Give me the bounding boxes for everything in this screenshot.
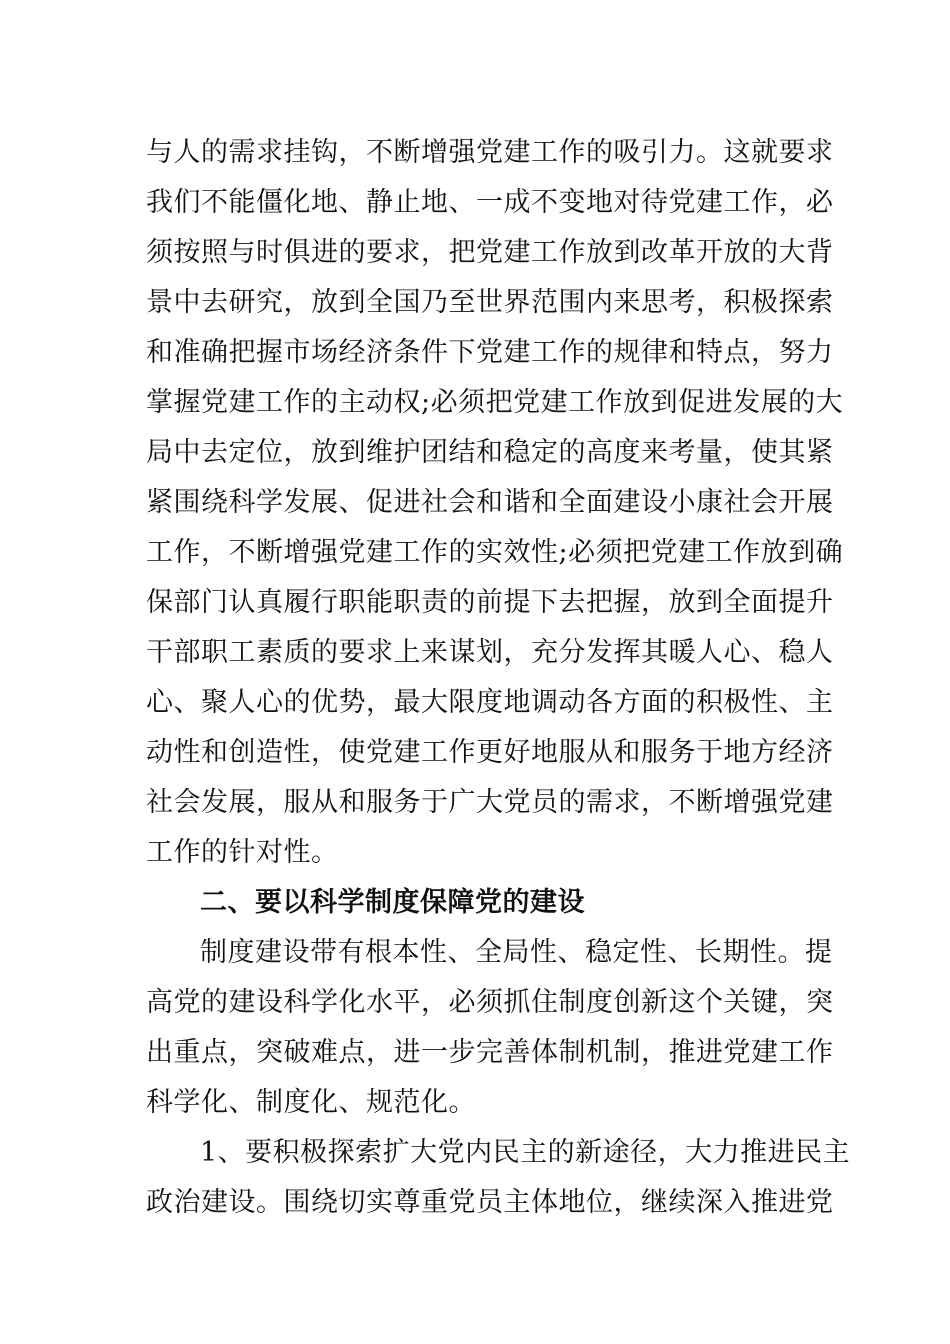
paragraph-first-line: 制度建设带有根本性、全局性、稳定性、长期性。提 [200,937,833,968]
text-line: 保部门认真履行职能职责的前提下去把握，放到全面提升 [146,587,834,618]
text-line: 工作的针对性。 [146,837,339,868]
text-line: 与人的需求挂钩，不断增强党建工作的吸引力。这就要求 [146,137,834,168]
text-line: 科学化、制度化、规范化。 [146,1087,476,1118]
section-heading: 二、要以科学制度保障党的建设 [200,887,585,918]
text-line: 干部职工素质的要求上来谋划，充分发挥其暖人心、稳人 [146,637,834,668]
text-line: 工作，不断增强党建工作的实效性;必须把党建工作放到确 [146,537,844,568]
paragraph-first-line: 1、要积极探索扩大党内民主的新途径，大力推进民主 [200,1137,851,1168]
text-line: 紧围绕科学发展、促进社会和谐和全面建设小康社会开展 [146,487,834,518]
text-line: 我们不能僵化地、静止地、一成不变地对待党建工作，必 [146,187,834,218]
text-line: 政治建设。围绕切实尊重党员主体地位，继续深入推进党 [146,1187,834,1218]
text-line: 和准确把握市场经济条件下党建工作的规律和特点，努力 [146,337,834,368]
text-line: 动性和创造性，使党建工作更好地服从和服务于地方经济 [146,737,834,768]
text-line: 高党的建设科学化水平，必须抓住制度创新这个关键，突 [146,987,834,1018]
text-line: 出重点，突破难点，进一步完善体制机制，推进党建工作 [146,1037,834,1068]
text-line: 社会发展，服从和服务于广大党员的需求，不断增强党建 [146,787,834,818]
text-line: 掌握党建工作的主动权;必须把党建工作放到促进发展的大 [146,387,844,418]
text-line: 景中去研究，放到全国乃至世界范围内来思考，积极探索 [146,287,834,318]
text-line: 局中去定位，放到维护团结和稳定的高度来考量，使其紧 [146,437,834,468]
text-line: 须按照与时俱进的要求，把党建工作放到改革开放的大背 [146,237,834,268]
text-line: 心、聚人心的优势，最大限度地调动各方面的积极性、主 [146,687,834,718]
